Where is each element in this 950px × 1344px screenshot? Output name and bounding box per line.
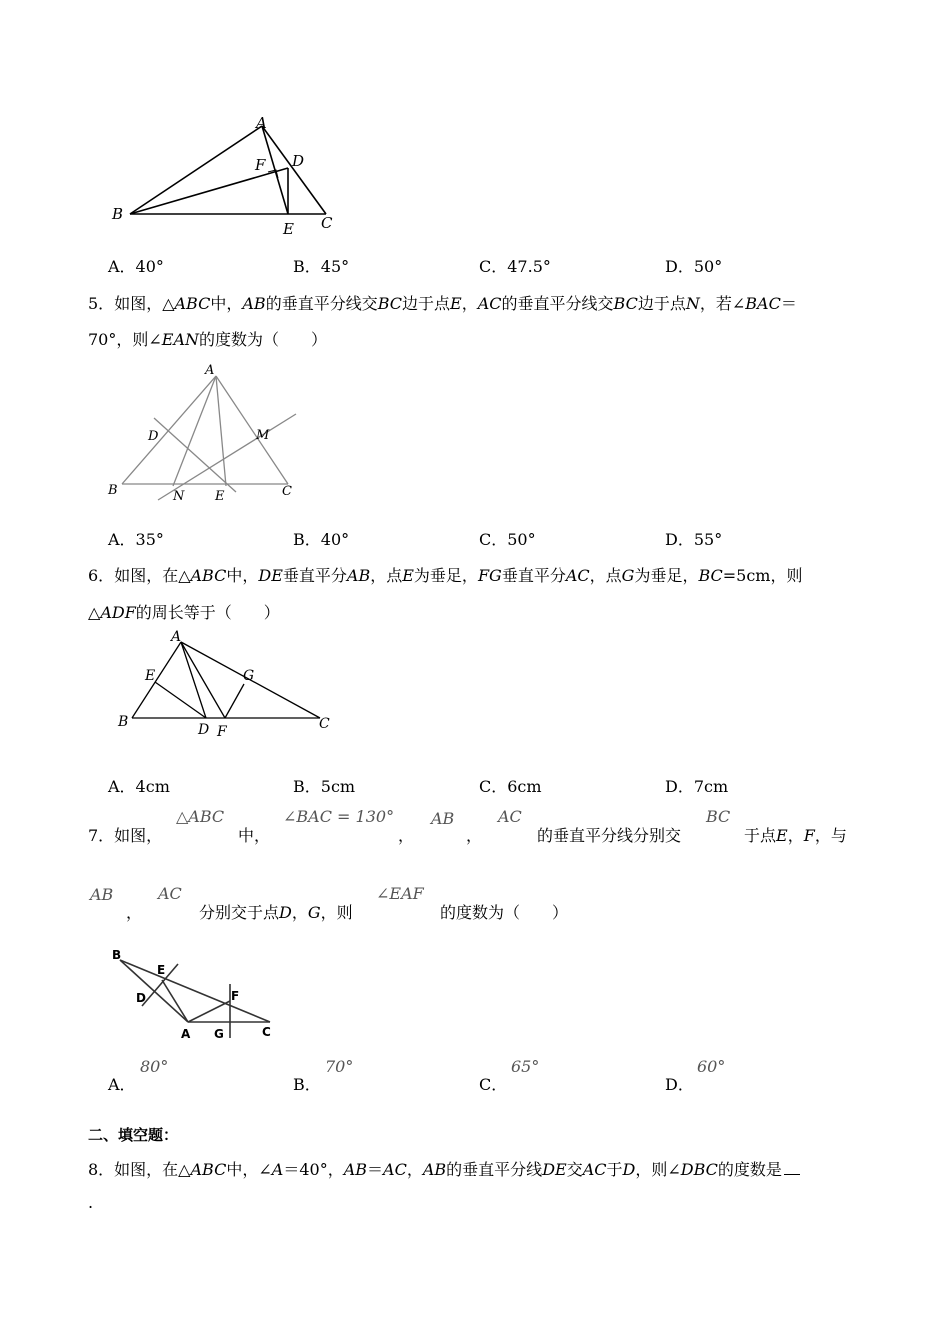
q5-label-E: E — [215, 489, 225, 504]
q7-figure — [100, 944, 290, 1044]
q5-label-D: D — [148, 429, 159, 444]
q5-option-d[interactable]: D．55° — [665, 530, 723, 549]
q5-label-A: A — [205, 363, 215, 378]
q7-option-a-value: 80° — [140, 1057, 169, 1076]
q5-option-a[interactable]: A．35° — [108, 530, 164, 549]
q7-line2-math-ab: AB — [90, 885, 114, 904]
q6-label-D: D — [198, 722, 210, 738]
q7-math-triangle-abc: △ABC — [176, 807, 225, 826]
q7-label-C: C — [262, 1025, 271, 1039]
q6-figure — [110, 628, 345, 740]
q5-label-M: M — [256, 428, 270, 443]
q6-label-A: A — [171, 629, 182, 645]
q4-label-C: C — [321, 214, 333, 232]
q7-label-A: A — [181, 1027, 191, 1041]
q7-math-angle-bac: ∠BAC = 130° — [283, 807, 395, 826]
q7-option-c[interactable]: C． — [479, 1075, 508, 1094]
q7-text-zhong: 中， — [238, 826, 271, 845]
q4-label-A: A — [256, 114, 267, 132]
q8-answer-blank[interactable] — [784, 1160, 800, 1175]
section-title-fill-blank: 二、填空题： — [88, 1126, 179, 1144]
q7-option-c-value: 65° — [511, 1057, 540, 1076]
q7-label-G: G — [214, 1027, 224, 1041]
q6-label-G: G — [243, 668, 255, 684]
q7-option-d[interactable]: D． — [665, 1075, 694, 1094]
q4-option-c[interactable]: C．47.5° — [479, 257, 551, 276]
q7-label-B: B — [112, 948, 122, 962]
q4-figure — [100, 108, 350, 240]
q6-stem-line2: △ADF的周长等于（ ） — [88, 603, 280, 622]
q5-label-C: C — [282, 484, 292, 499]
q8-stem: 8．如图，在△ABC中，∠A＝40°，AB＝AC，AB的垂直平分线DE交AC于D，则∠DBC的度数是 — [88, 1157, 800, 1180]
q4-label-D: D — [292, 152, 305, 170]
q7-line2-text: 分别交于点D，G，则 — [199, 903, 353, 922]
q7-line2-math-ac: AC — [158, 884, 182, 903]
q7-option-a[interactable]: A． — [108, 1075, 136, 1094]
q5-label-N: N — [173, 489, 185, 504]
q6-label-C: C — [319, 716, 330, 732]
q6-option-c[interactable]: C．6cm — [479, 777, 542, 796]
q7-math-bc: BC — [706, 807, 731, 826]
q4-option-d[interactable]: D．50° — [665, 257, 723, 276]
q8-period: . — [88, 1193, 94, 1212]
q6-label-E: E — [145, 668, 156, 684]
q4-option-a[interactable]: A．40° — [108, 257, 164, 276]
q6-label-B: B — [118, 714, 129, 730]
q7-label-E: E — [157, 963, 166, 977]
q4-label-F: F — [255, 156, 266, 174]
q5-label-B: B — [108, 483, 118, 498]
q5-stem-line1: 5．如图，△ABC中，AB的垂直平分线交BC边于点E，AC的垂直平分线交BC边于点N，若∠BAC＝ — [88, 294, 797, 313]
q7-math-eaf: ∠EAF — [376, 884, 424, 903]
q7-text-points-ef: 于点E，F，与 — [744, 826, 847, 845]
q7-math-ac: AC — [498, 807, 522, 826]
q7-math-ab: AB — [431, 809, 455, 828]
q7-number: 7．如图， — [88, 826, 163, 845]
q6-option-b[interactable]: B．5cm — [293, 777, 356, 796]
q5-stem-line2: 70°，则∠EAN的度数为（ ） — [88, 330, 328, 349]
q6-option-d[interactable]: D．7cm — [665, 777, 729, 796]
q5-option-c[interactable]: C．50° — [479, 530, 536, 549]
q6-option-a[interactable]: A．4cm — [108, 777, 170, 796]
q7-text-degree: 的度数为（ ） — [440, 903, 569, 922]
q6-stem-line1: 6．如图，在△ABC中，DE垂直平分AB，点E为垂足，FG垂直平分AC，点G为垂足，BC=5cm，则 — [88, 566, 803, 585]
q7-option-b-value: 70° — [325, 1057, 354, 1076]
q7-text-perp: 的垂直平分线分别交 — [537, 826, 682, 845]
q5-figure — [100, 360, 320, 510]
q7-comma-2: ， — [466, 826, 483, 845]
q7-option-d-value: 60° — [697, 1057, 726, 1076]
q4-label-B: B — [112, 205, 124, 223]
q5-option-b[interactable]: B．40° — [293, 530, 350, 549]
q7-line2-comma: ， — [126, 903, 143, 922]
q7-comma-1: ， — [398, 826, 415, 845]
q4-option-b[interactable]: B．45° — [293, 257, 350, 276]
q7-label-F: F — [231, 989, 240, 1003]
q7-option-b[interactable]: B． — [293, 1075, 321, 1094]
q7-label-D: D — [136, 991, 146, 1005]
q6-label-F: F — [217, 724, 227, 740]
q4-label-E: E — [283, 220, 294, 238]
